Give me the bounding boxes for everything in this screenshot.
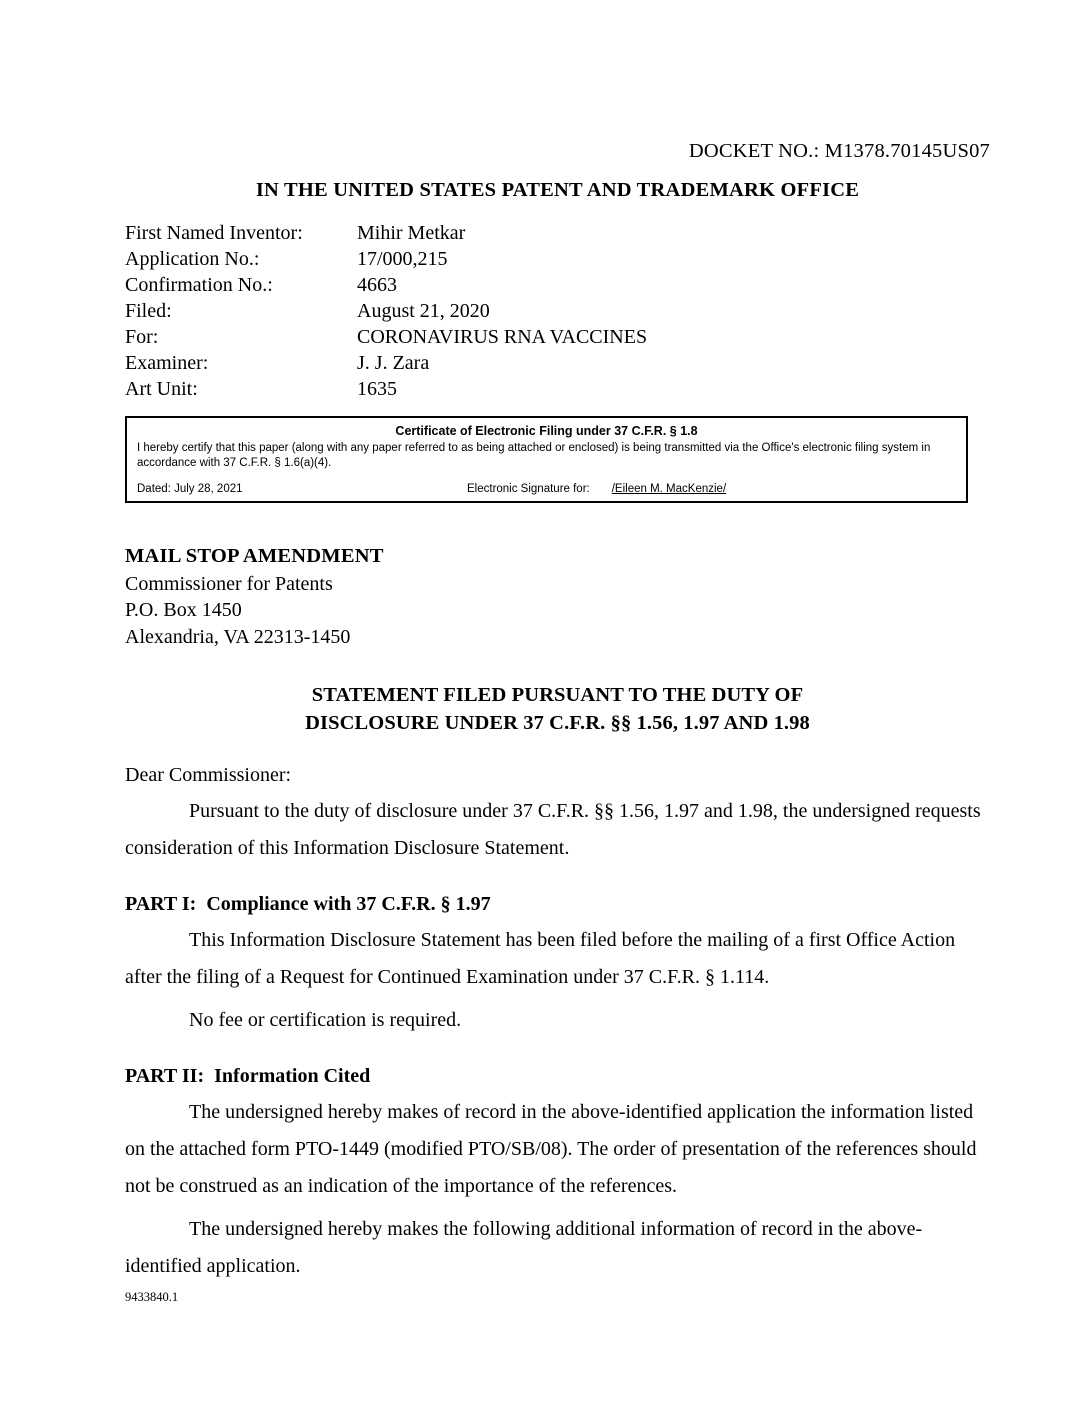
document-content xyxy=(125,140,990,1285)
caption-label: For: xyxy=(125,326,159,348)
case-caption-table xyxy=(125,220,647,402)
statement-heading-line-1: STATEMENT FILED PURSUANT TO THE DUTY OF xyxy=(311,684,804,707)
part-two-paragraph-2: The undersigned hereby makes the following additional information of record in the above-identified application. xyxy=(125,1217,923,1277)
part-one-heading-label: PART I: xyxy=(125,892,197,915)
caption-label: Art Unit: xyxy=(125,378,198,400)
part-two-paragraph-1: The undersigned hereby makes of record in the above-identified application the information listed on the attached form PTO-1449 (modified PTO/SB/08). The order of presentation of the references should not be construed as an indication of the importance of the references. xyxy=(125,1100,977,1197)
part-two-heading xyxy=(125,1065,990,1088)
caption-value: Mihir Metkar xyxy=(357,222,466,244)
part-one-heading-text: Compliance with 37 C.F.R. § 1.97 xyxy=(206,892,491,915)
statement-heading xyxy=(125,682,990,737)
intro-paragraph: Pursuant to the duty of disclosure under 37 C.F.R. §§ 1.56, 1.97 and 1.98, the undersigned requests consideration of this Information Disclosure Statement. xyxy=(125,799,981,859)
certificate-dated xyxy=(137,483,467,495)
part-one-paragraph-2: No fee or certification is required. xyxy=(189,1008,462,1031)
certificate-title: Certificate of Electronic Filing under 37 C.F.R. § 1.8 xyxy=(395,424,698,438)
caption-label: First Named Inventor: xyxy=(125,222,303,244)
caption-value: J. J. Zara xyxy=(357,352,430,374)
certificate-body: I hereby certify that this paper (along with any paper referred to as being attached or enclosed) is being transmitted via the Office's electronic filing system in accordance with 37 C.F.R. § 1.6(a)(4). xyxy=(137,442,931,470)
caption-value: 4663 xyxy=(357,274,397,296)
caption-row xyxy=(125,272,647,298)
certificate-signature-value: /Eileen M. MacKenzie/ xyxy=(611,483,727,496)
mail-stop-heading: MAIL STOP AMENDMENT xyxy=(125,545,384,568)
caption-value: August 21, 2020 xyxy=(357,300,490,322)
caption-label: Confirmation No.: xyxy=(125,274,273,296)
caption-label: Examiner: xyxy=(125,352,209,374)
caption-row xyxy=(125,298,647,324)
caption-row xyxy=(125,376,647,402)
caption-value: CORONAVIRUS RNA VACCINES xyxy=(357,326,648,348)
caption-value: 1635 xyxy=(357,378,397,400)
statement-heading-line-2: DISCLOSURE UNDER 37 C.F.R. §§ 1.56, 1.97 AND 1.98 xyxy=(305,712,810,735)
footer-document-number: 9433840.1 xyxy=(125,1290,179,1304)
mail-stop-line: Commissioner for Patents xyxy=(125,572,333,595)
caption-row xyxy=(125,350,647,376)
salutation: Dear Commissioner: xyxy=(125,763,292,786)
caption-row xyxy=(125,246,647,272)
certificate-of-electronic-filing xyxy=(125,416,968,503)
caption-row xyxy=(125,220,647,246)
mail-stop-line: P.O. Box 1450 xyxy=(125,599,242,622)
part-two-heading-label: PART II: xyxy=(125,1064,205,1087)
part-two-heading-text: Information Cited xyxy=(214,1064,371,1087)
mail-stop-line: Alexandria, VA 22313-1450 xyxy=(125,625,351,648)
caption-label: Application No.: xyxy=(125,248,260,270)
part-one-paragraph-1: This Information Disclosure Statement has been filed before the mailing of a first Office Action after the filing of a Request for Continued Examination under 37 C.F.R. § 1.114. xyxy=(125,928,956,988)
certificate-dated-label: Dated: xyxy=(137,483,171,496)
certificate-signature-label: Electronic Signature for: xyxy=(467,483,590,496)
caption-label: Filed: xyxy=(125,300,172,322)
certificate-footer xyxy=(137,483,956,495)
certificate-dated-value: July 28, 2021 xyxy=(174,483,243,496)
office-title: IN THE UNITED STATES PATENT AND TRADEMARK OFFICE xyxy=(255,179,860,201)
mail-stop-block xyxy=(125,543,990,650)
docket-number: DOCKET NO.: M1378.70145US07 xyxy=(688,140,990,162)
part-one-heading xyxy=(125,893,990,916)
caption-value: 17/000,215 xyxy=(357,248,448,270)
caption-row xyxy=(125,324,647,350)
